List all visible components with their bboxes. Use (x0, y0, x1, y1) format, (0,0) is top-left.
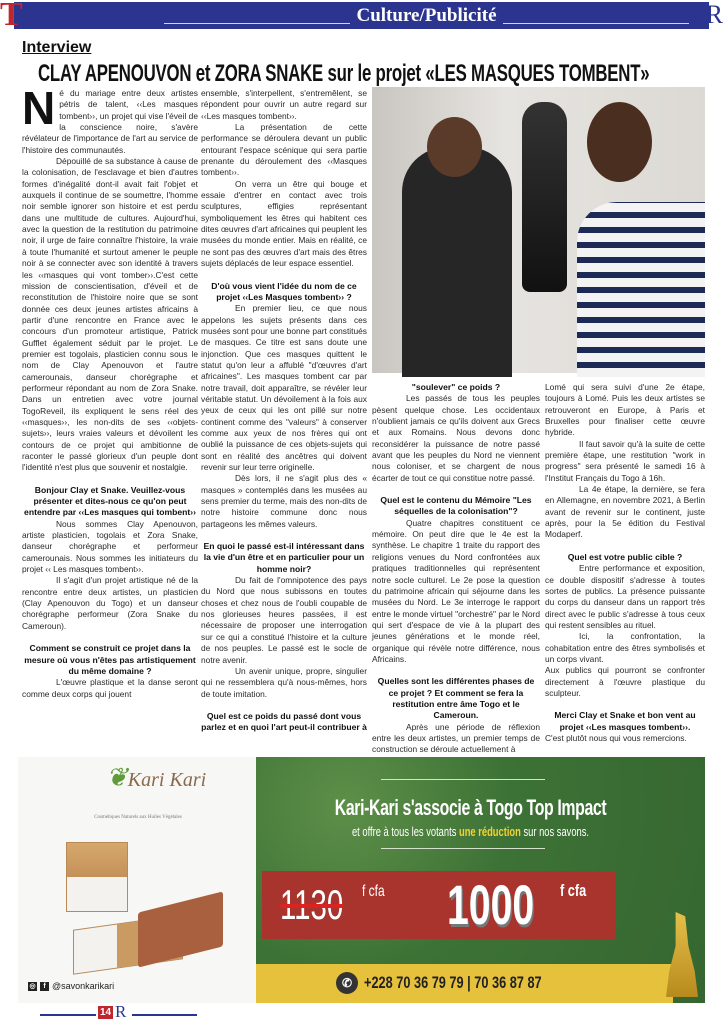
soap-box-image (66, 842, 128, 912)
paragraph: Dès lors, il ne s'agit plus des « masques » contemplés dans les musées au sens premier du terme, mais des non-dits de notre histoire commune donc nous partageons les mêmes valeurs. (201, 473, 367, 529)
section-title-wrap (164, 2, 689, 29)
ad-subtitle (316, 824, 625, 839)
brand-logo (106, 763, 207, 792)
brand-tagline: Cosmétiques Naturels aux Huiles Végétales (94, 815, 182, 820)
paragraph-text: é du mariage entre deux artistes pétris de talent, ‹‹Les masques tombent››, un projet qui vise l'éveil de la conscience noire, s'avère révélateur de l'importance de l'art au service de l'histoire des communautés. (22, 88, 198, 155)
photo-person-left-head (427, 117, 482, 177)
lead-paragraph (22, 82, 198, 156)
newspaper-logo-left: T (0, 0, 23, 33)
old-price-currency: f cfa (362, 883, 385, 900)
article-column-1 (22, 82, 198, 753)
paragraph: Aux publics qui pourront se confronter directement à l'œuvre plastique du sculpteur. (545, 665, 705, 698)
advertisement-product-panel (18, 757, 256, 1003)
article-photo (372, 87, 705, 373)
drop-cap: N (22, 82, 56, 134)
section-title: Culture/Publicité (356, 4, 497, 26)
photo-mask-sculpture (522, 102, 567, 292)
leaf-icon: ❦ (106, 763, 128, 792)
phone-numbers: +228 70 36 79 79 | 70 36 87 87 (364, 973, 542, 992)
photo-person-left (402, 147, 512, 377)
ad-title: Kari-Kari s'associe à Togo Top Impact (334, 795, 607, 820)
interview-question: Bonjour Clay et Snake. Veuillez-vous présenter et dites-nous ce qu'on peut entendre par ‹‹Les masques qui tombent›› (24, 484, 196, 518)
paragraph: On verra un être qui bouge et essaie d'entrer en contact avec trois sculptures, effigies représentant symboliquement les êtres qui habitent ces dites œuvres d'art africaines qui peuplent les musées du monde entier. Mais en réalité, ce ne sont pas des œuvres d'art mais des êtres sujets déplacés de leur espace essentiel. (201, 178, 367, 269)
advertisement-promo-panel (256, 757, 705, 1003)
contact-bar (256, 964, 673, 1003)
social-handle: @savonkarikari (52, 981, 115, 991)
interview-question: Comment se construit ce projet dans la mesure où vous n'êtes pas artistiquement du même domaine ? (24, 643, 196, 676)
phone-icon: ✆ (336, 972, 358, 994)
instagram-icon: ◎ (29, 982, 36, 990)
price-banner (262, 871, 615, 939)
paragraph: Un avenir unique, propre, singulier qui ne ressemblera qu'à nous-mêmes, hors de toute imitation. (201, 665, 367, 699)
interview-question: Quel est votre public cible ? (567, 551, 683, 562)
social-links (28, 981, 114, 991)
section-header-band (14, 2, 709, 29)
photo-person-right (577, 202, 705, 377)
footer-divider (40, 1014, 96, 1016)
article-column-4 (545, 382, 705, 752)
photo-person-right-head (587, 102, 652, 182)
paragraph: Quatre chapitres constituent ce mémoire. On peut dire que le 4e est la synthèse. Le chapitre 1 traite du rapport des religions venues du Nord confrontées aux pratiques traditionnelles qui représentent notre socle culturel. Le 2e pose la question du patrimoine africain qui séjourne dans les musées du Nord. Le 3e interroge le rapport entre le monde virtuel "orchestré" par le Nord qui sert d'espace de vie à la plupart des jeunes générations et le monde réel, organique qui révèle notre différence, nous Africains. (372, 517, 540, 664)
interview-question: "soulever" ce poids ? (411, 382, 501, 392)
paragraph: Entre performance et exposition, ce double dispositif s'adresse à toutes sortes de publics. La présence puissante du corps du danseur dans un rapport très direct avec le public s'adresse à tous ceux qui restent sensibles au rituel. (545, 563, 705, 630)
paragraph: La 4e étape, la dernière, se fera en Allemagne, en novembre 2021, à Berlin avant de revenir sur le continent, juste après, pour la 5e édition du Festival Modaperf. (545, 484, 705, 540)
interview-question: D'où vous vient l'idée du nom de ce projet ‹‹Les Masques tombent›› ? (211, 280, 357, 302)
old-price (280, 881, 343, 929)
paragraph: Après une période de réflexion entre les deux artistes, un premier temps de construction se déroule actuellement à (372, 721, 540, 755)
brand-name: Kari Kari (127, 769, 207, 791)
footer-logo: R (115, 1002, 127, 1021)
phone-contact (336, 972, 601, 994)
newspaper-logo-right: R (705, 0, 723, 29)
footer-divider (132, 1014, 197, 1016)
interview-question: En quoi le passé est-il intéressant dans la vie d'un être et en particulier pour un homme noir? (203, 541, 365, 574)
paragraph: La présentation de cette performance se déroulera devant un public entourant l'espace scénique qui sera partie prenante du déroulement des ‹‹Masques tombent››. (201, 122, 367, 178)
interview-question: Quel est ce poids du passé dont vous parlez et en quoi l'art peut-il contribuer à (201, 710, 367, 733)
article-column-3 (372, 382, 540, 755)
ad-subtitle-end: sur nos savons. (523, 824, 590, 839)
divider (381, 848, 545, 849)
facebook-icon: f (40, 982, 49, 991)
paragraph: Nous sommes Clay Apenouvon, artiste plasticien, togolais et Zora Snake, danseur chorégraphe et performeur camerounais. Nous sommes les initiateurs du projet ‹‹ Les masques tombent››. (22, 518, 198, 575)
paragraph: Il faut savoir qu'à la suite de cette première étape, une restitution "work in progress" sera présenté le samedi 16 à l'Institut Français du Togo à 16h. (545, 438, 705, 483)
divider (164, 23, 350, 24)
divider (381, 779, 545, 780)
divider (503, 23, 689, 24)
paragraph: ensemble, s'interpellent, s'entremêlent, se répondent pour ouvrir un autre regard sur ‹‹Les masques tombent››. (201, 88, 367, 121)
page-number: 14 (100, 1007, 112, 1018)
interview-question: Quelles sont les différentes phases de ce projet ? Et comment se fera la restitution entre âme Togo et le Cameroun. (377, 676, 535, 721)
ad-subtitle-start: et offre à tous les votants (351, 824, 457, 839)
paragraph: C'est plutôt nous qui vous remercions. (545, 732, 687, 743)
paragraph: Les passés de tous les peuples pèsent quelque chose. Les occidentaux n'oublient jamais ce qu'ils doivent aux Grecs et aux Romains. Nous devons donc reconsidérer la puissance de notre passé avant que les peuples du Nord ne viennent nous coloniser, et se chargent de nous écarter de tout ce qui constitue notre passé. (372, 393, 540, 483)
article-headline: CLAY APENOUVON et ZORA SNAKE sur le projet «LES MASQUES TOMBENT» (38, 60, 650, 87)
ad-subtitle-highlight: une réduction (458, 824, 521, 839)
paragraph: Ici, la confrontation, la cohabitation entre des êtres symbolisés et un corps vivant. (545, 631, 705, 664)
new-price-currency: f cfa (560, 881, 587, 900)
article-column-2 (201, 88, 367, 753)
article-kicker: Interview (22, 39, 92, 56)
paragraph: L'œuvre plastique et la danse seront comme deux corps qui jouent (22, 677, 198, 699)
paragraph: Dépouillé de sa substance à cause de la colonisation, de l'esclavage et bien d'autres formes d'inégalité dont-il avait fait l'objet et auxquels il continue de se soumettre, l'homme noir semble ignorer son histoire et est perdu dans une multitude de cultures. Aujourd'hui, avec la question de la restitution du patrimoine noir, il urge de faire connaître l'histoire, la vraie à toute l'humanité et surtout amener le peuple noir à se connecter avec son identité à travers les ‹‹masques qui vont tomber››.C'est cette mission de conscientisation, d'éveil et de reconstitution de l'histoire noire que se sont donnée ces deux jeunes artistes africains à partir d'une rencontre en France avec le concours d'un promoteur artistique, Patrick Gufflet également séduit par le projet. Le premier est togolais, plasticien connu sous le nom de Clay Apenouvon et l'autre camerounais, danseur chorégraphe et performeur répondant au nom de Zora Snake. Dans un entretien avec votre journal TogoReveil, ils expliquent le sens réel des ‹‹masques››, les non-dits de ses ‹‹objets-sujets››, leurs vraies valeurs et dévoilent les contours de ce projet qui ambitionne de raconter le passé glorieux d'un peuple dont l'identité n'est plus que souvenir et nostalgie. (22, 156, 198, 473)
interview-question: Merci Clay et Snake et bon vent au projet ‹‹Les masques tombent››. (554, 710, 696, 732)
paragraph: Il s'agit d'un projet artistique né de la rencontre entre deux artistes, un plasticien (Clay Apenouvon du Togo) et un danseur chorégraphe performeur (Zora Snake du Cameroun). (22, 575, 198, 631)
paragraph: Du fait de l'omnipotence des pays du Nord que nous subissons en toutes choses et chez nous de l'oubli coupable de nos glorieuses heures passées, il est nécessaire de proposer une interrogation sur ce qui a constitué l'histoire et la culture de nos peuples. Le passé est le socle de notre avenir. (201, 575, 367, 665)
trophy-icon (666, 912, 698, 997)
soap-bar-image (138, 891, 223, 967)
old-price-value: 1130 (280, 881, 344, 928)
interview-question: Quel est le contenu du Mémoire "Les séquelles de la colonisation"? (380, 495, 532, 517)
new-price: 1000 (447, 873, 535, 936)
paragraph: Lomé qui sera suivi d'une 2e étape, toujours à Lomé. Puis les deux artistes se retrouveront en Europe, à Paris et Bruxelles pour finaliser cette œuvre hybride. (545, 382, 705, 438)
paragraph: En premier lieu, ce que nous appelons les sujets présents dans ces musées sont pour une bonne part constitués de masques. Ce titre est sans doute une injonction. Que ces masques quittent le statut qu'on leur a affublé "d'œuvres d'art africaines". Les masques tombent car par notre travail, doit apparaître, se révéler leur véritable statut. Un dévoilement à la fois aux yeux de ceux qui les ont pillé sur notre continent comme des "valeurs" à conserver comme aux yeux de nos frères qui ont oublié la puissance de ces objets-sujets qui sont en réalité des ancêtres qui doivent revenir sur leur terre originelle. (201, 303, 367, 472)
